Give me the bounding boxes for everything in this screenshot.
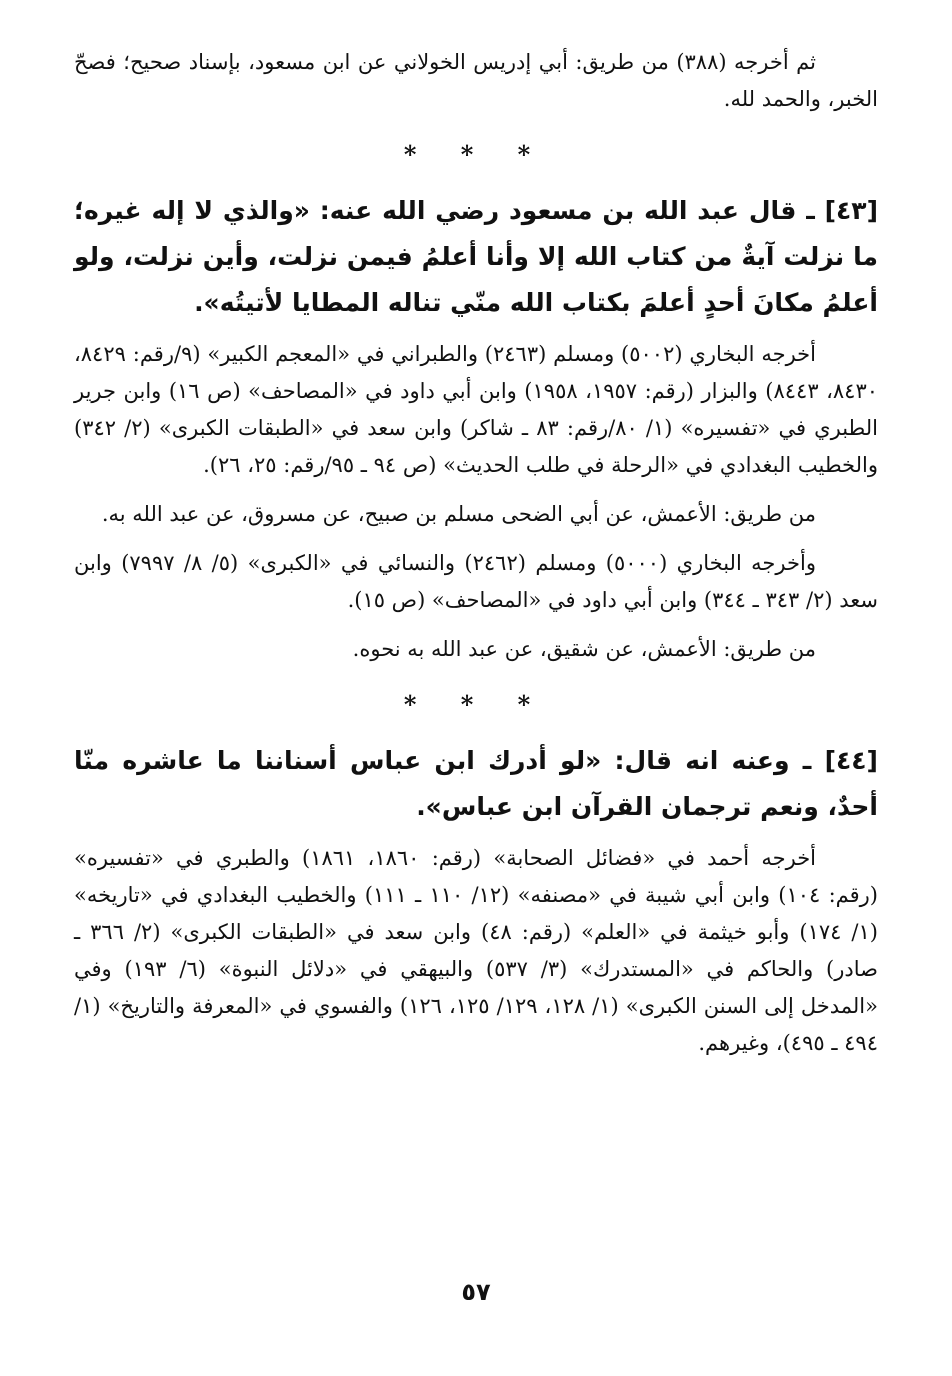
hadith-44 — [74, 738, 878, 830]
section-separator-2: * * * — [403, 690, 549, 719]
hadith-43-number: [٤٣] ـ — [796, 196, 878, 225]
takhrij-43-sources-2: وأخرجه البخاري (٥٠٠٠) ومسلم (٢٤٦٢) والنسائي في «الكبرى» (٥/ ٨/ ٧٩٩٧) وابن سعد (٢/ ٣٤٣ ـ ٣٤٤) وابن أبي داود في «المصاحف» (ص ١٥). — [74, 551, 878, 612]
intro-paragraph: ثم أخرجه (٣٨٨) من طريق: أبي إدريس الخولاني عن ابن مسعود، بإسناد صحيح؛ فصحّ الخبر، والحمد لله. — [74, 50, 878, 111]
page-body — [74, 44, 878, 1062]
hadith-43-text: قال عبد الله بن مسعود رضي الله عنه: «والذي لا إله غيره؛ ما نزلت آيةٌ من كتاب الله إلا وأنا أعلمُ فيمن نزلت، وأين نزلت، ولو أعلمُ مكانَ أحدٍ أعلمَ بكتاب الله منّي تناله المطايا لأتيتُه». — [74, 196, 878, 317]
takhrij-43-chain-1: من طريق: الأعمش، عن أبي الضحى مسلم بن صبيح، عن مسروق، عن عبد الله به. — [101, 502, 816, 526]
hadith-44-number: [٤٤] ـ — [789, 746, 878, 775]
takhrij-43-chain-2: من طريق: الأعمش، عن شقيق، عن عبد الله به نحوه. — [352, 637, 816, 661]
hadith-43 — [74, 188, 878, 326]
takhrij-44-sources: أخرجه أحمد في «فضائل الصحابة» (رقم: ١٨٦٠، ١٨٦١) والطبري في «تفسيره» (رقم: ١٠٤) وابن أبي شيبة في «مصنفه» (١٢/ ١١٠ ـ ١١١) والخطيب البغدادي في «تاريخه» (١/ ١٧٤) وأبو خيثمة في «العلم» (رقم: ٤٨) وابن سعد في «الطبقات الكبرى» (٢/ ٣٦٦ ـ صادر) والحاكم في «المستدرك» (٣/ ٥٣٧) والبيهقي في «دلائل النبوة» (٦/ ١٩٣) وفي «المدخل إلى السنن الكبرى» (١/ ١٢٨، ١٢٩/ ١٢٥، ١٢٦) والفسوي في «المعرفة والتاريخ» (١/ ٤٩٤ ـ ٤٩٥)، وغيرهم. — [74, 846, 878, 1055]
takhrij-43-sources: أخرجه البخاري (٥٠٠٢) ومسلم (٢٤٦٣) والطبراني في «المعجم الكبير» (٩/رقم: ٨٤٢٩، ٨٤٣٠، ٨٤٤٣) والبزار (رقم: ١٩٥٧، ١٩٥٨) وابن أبي داود في «المصاحف» (ص ١٦) وابن جرير الطبري في «تفسيره» (١/ ٨٠/رقم: ٨٣ ـ شاكر) وابن سعد في «الطبقات الكبرى» (٢/ ٣٤٢) والخطيب البغدادي في «الرحلة في طلب الحديث» (ص ٩٤ ـ ٩٥/رقم: ٢٥، ٢٦). — [74, 342, 879, 477]
section-separator-1: * * * — [403, 140, 549, 169]
page-number: ٥٧ — [461, 1278, 491, 1306]
hadith-44-text: وعنه انه قال: «لو أدرك ابن عباس أسناننا ما عاشره منّا أحدٌ، ونعم ترجمان القرآن ابن عباس». — [74, 746, 878, 821]
